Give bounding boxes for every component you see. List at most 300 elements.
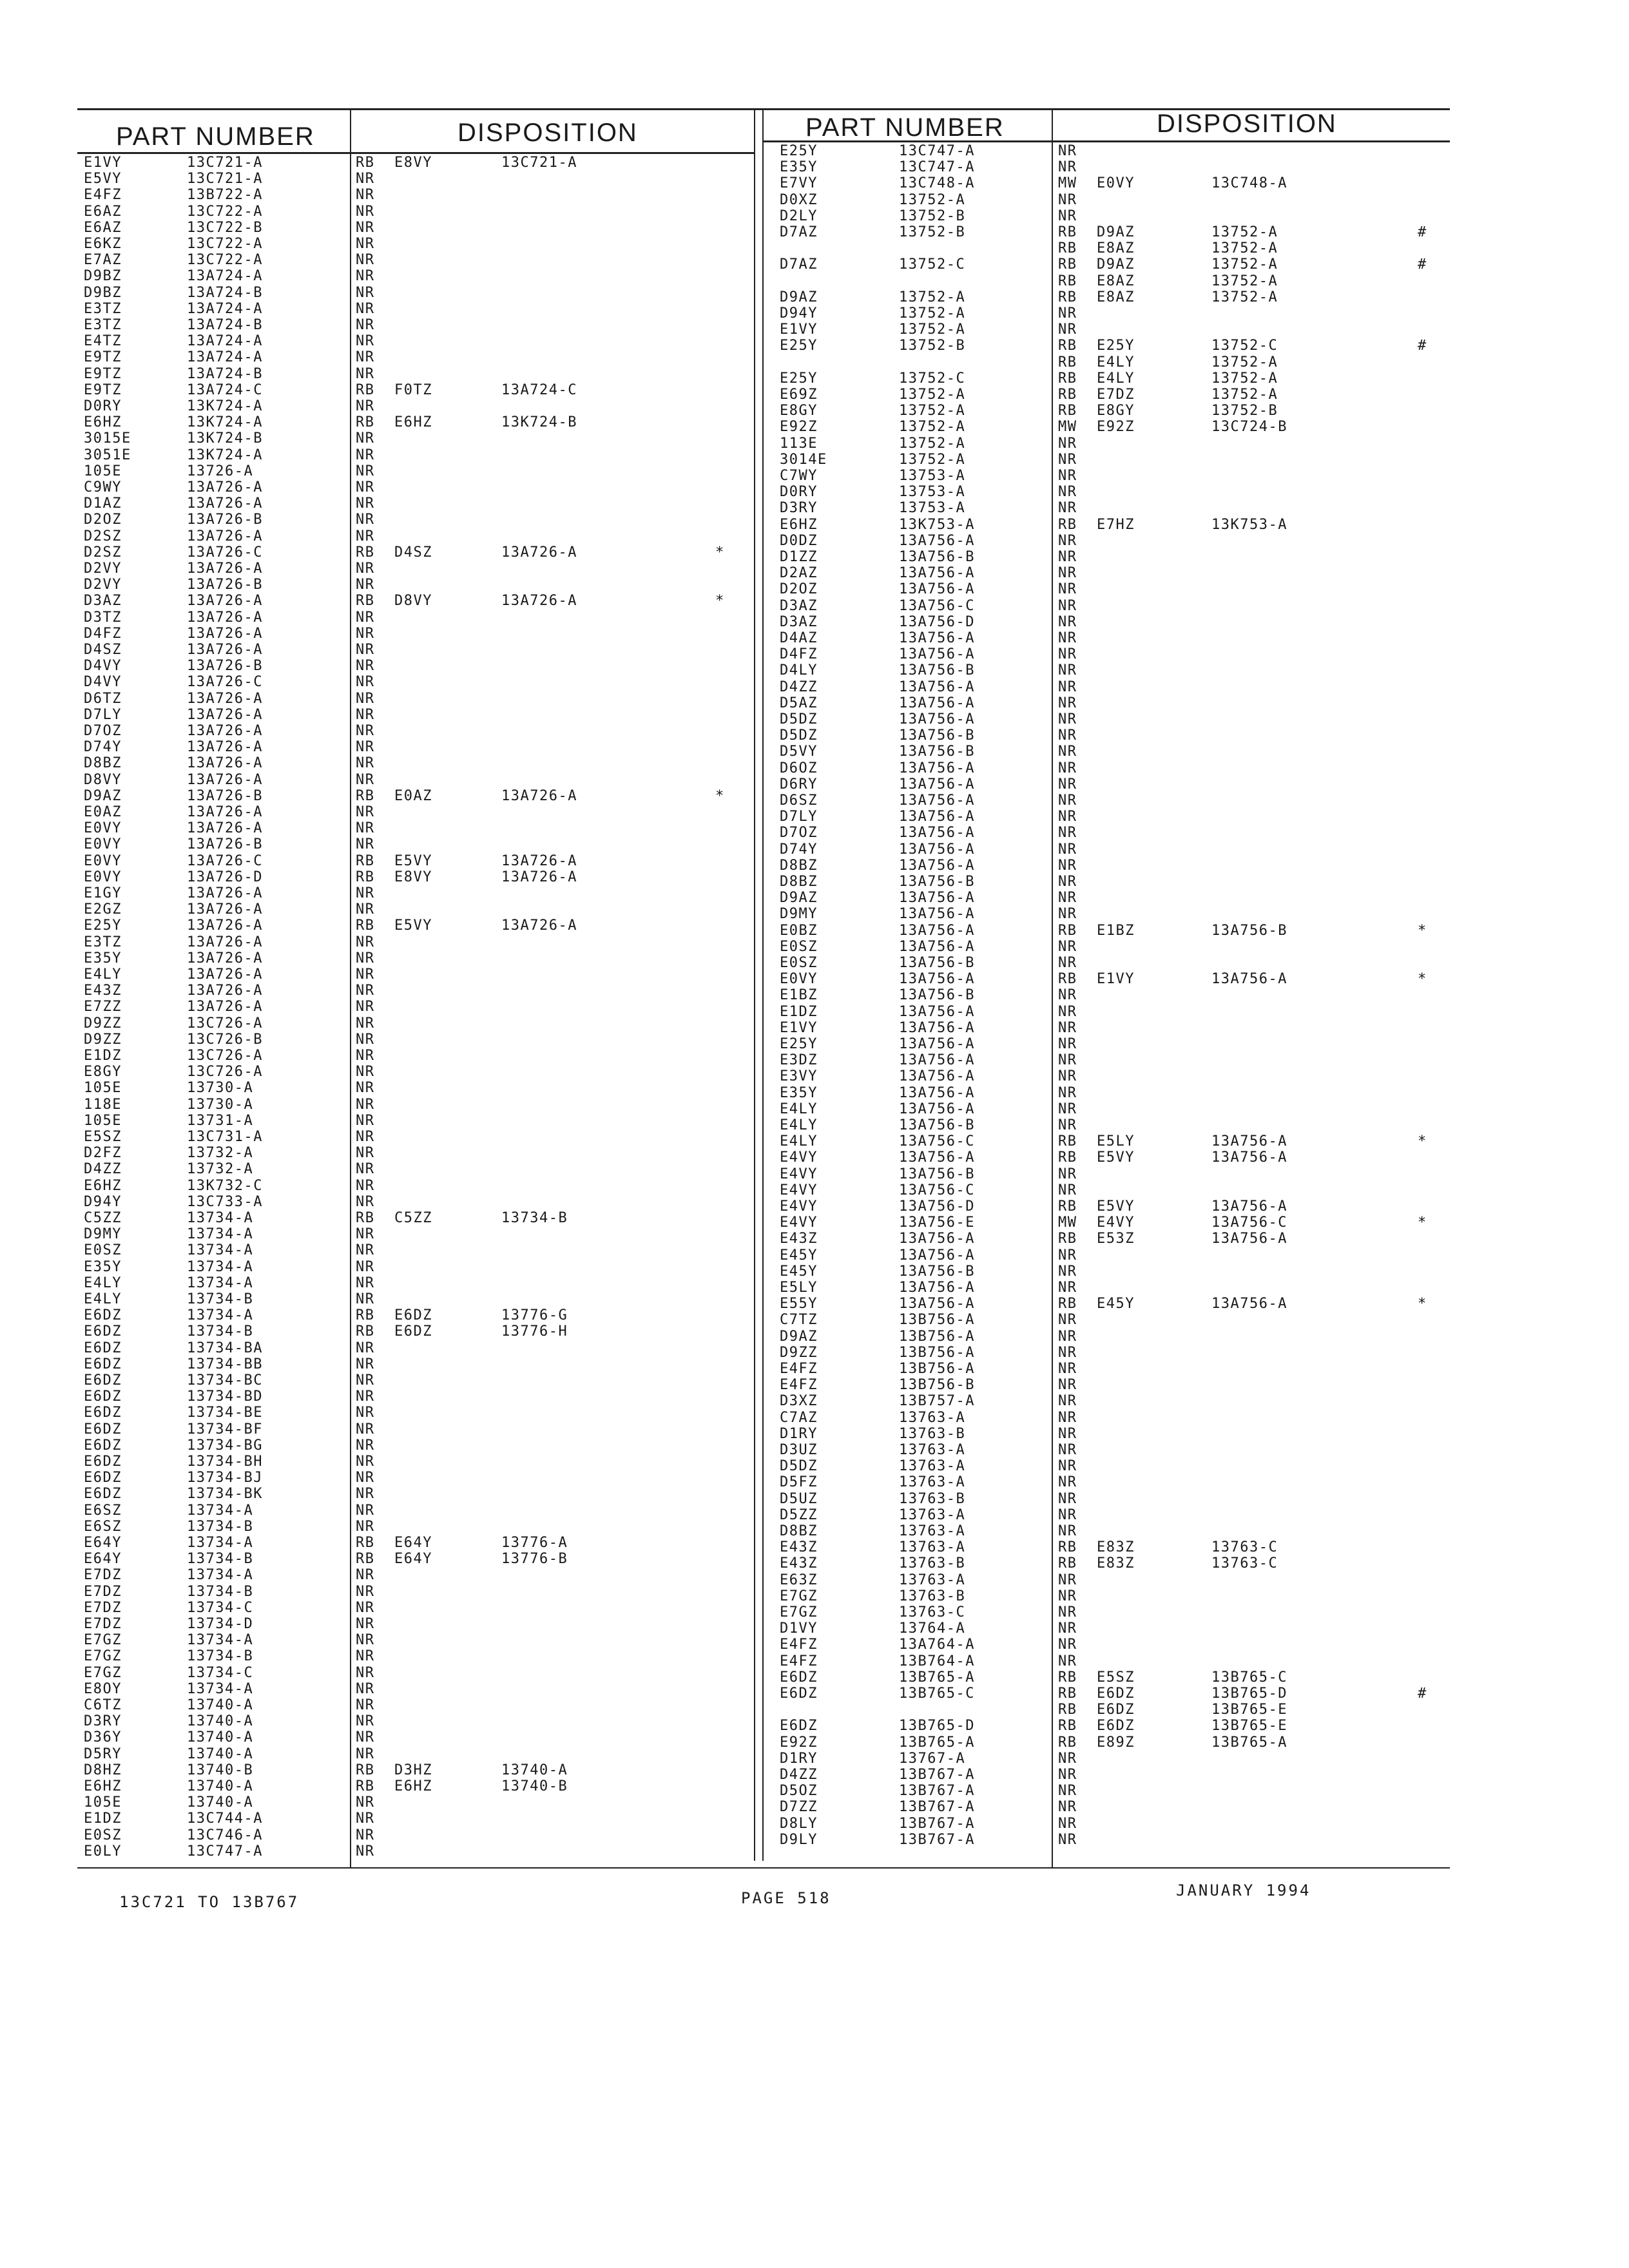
- cell-part-number: 13752-A: [899, 305, 966, 322]
- cell-code: NR: [356, 1177, 375, 1194]
- cell-part-number: 13740-A: [187, 1697, 254, 1713]
- cell-prefix: D9ZZ: [84, 1031, 122, 1048]
- cell-prefix: E4LY: [84, 966, 122, 983]
- cell-part-number: 13A756-C: [899, 597, 975, 614]
- cell-prefix: D6TZ: [84, 690, 122, 707]
- cell-prefix: 3051E: [84, 447, 131, 463]
- cell-code: RB: [356, 1210, 375, 1226]
- cell-code: RB: [1058, 273, 1077, 289]
- cell-part-number: 13734-BG: [187, 1437, 263, 1454]
- cell-part-number: 13A756-A: [899, 678, 975, 695]
- cell-code: NR: [1058, 955, 1077, 971]
- cell-part-number: 13K724-A: [187, 447, 263, 463]
- header-rule-left: [77, 152, 754, 154]
- right-disposition-header: DISPOSITION: [1157, 110, 1337, 138]
- cell-code: RB: [1058, 1231, 1077, 1247]
- cell-code: NR: [356, 463, 375, 479]
- cell-part-number: 13A756-A: [899, 793, 975, 809]
- cell-part-number: 13A756-C: [899, 1182, 975, 1198]
- cell-prefix: E6DZ: [84, 1405, 122, 1421]
- cell-part-number: 13734-BD: [187, 1389, 263, 1405]
- cell-prefix: E4LY: [84, 1274, 122, 1291]
- cell-code: NR: [356, 950, 375, 966]
- cell-prefix: E1DZ: [780, 1003, 818, 1020]
- cell-prefix: 105E: [84, 463, 122, 479]
- divider-right-part-disp: [1052, 108, 1053, 1867]
- cell-prefix: E35Y: [84, 950, 122, 966]
- cell-part-number: 13A724-C: [187, 381, 263, 398]
- cell-code: NR: [356, 1405, 375, 1421]
- cell-code: NR: [1058, 841, 1077, 858]
- cell-ref-prefix: E6DZ: [394, 1307, 432, 1324]
- cell-part-number: 13A756-B: [899, 987, 975, 1004]
- cell-code: NR: [356, 771, 375, 788]
- cell-ref-part-number: 13752-A: [1211, 387, 1278, 403]
- cell-code: NR: [1058, 825, 1077, 841]
- cell-prefix: E6AZ: [84, 219, 122, 236]
- cell-prefix: E3DZ: [780, 1052, 818, 1069]
- cell-code: NR: [1058, 857, 1077, 874]
- cell-prefix: D1ZZ: [780, 549, 818, 565]
- cell-code: NR: [356, 479, 375, 495]
- cell-code: NR: [356, 561, 375, 577]
- cell-code: NR: [1058, 1799, 1077, 1816]
- cell-prefix: 105E: [84, 1080, 122, 1097]
- cell-part-number: 13A756-A: [899, 1003, 975, 1020]
- cell-ref-part-number: 13K724-B: [501, 414, 577, 431]
- cell-part-number: 13C726-A: [187, 1048, 263, 1064]
- cell-part-number: 13740-A: [187, 1778, 254, 1794]
- cell-code: NR: [1058, 1344, 1077, 1361]
- cell-ref-prefix: F0TZ: [394, 381, 432, 398]
- cell-prefix: C7WY: [780, 468, 818, 484]
- cell-part-number: 13A726-C: [187, 852, 263, 869]
- cell-code: NR: [1058, 1084, 1077, 1101]
- cell-ref-prefix: E6DZ: [1097, 1702, 1135, 1718]
- cell-code: RB: [1058, 1718, 1077, 1735]
- cell-part-number: 13752-B: [899, 207, 966, 224]
- cell-code: NR: [1058, 1068, 1077, 1085]
- cell-part-number: 13C722-A: [187, 236, 263, 252]
- cell-prefix: E6HZ: [780, 516, 818, 533]
- cell-code: RB: [356, 593, 375, 610]
- cell-ref-part-number: 13B765-C: [1211, 1669, 1287, 1686]
- cell-part-number: 13763-C: [899, 1604, 966, 1620]
- cell-code: NR: [1058, 695, 1077, 711]
- cell-prefix: E6DZ: [780, 1686, 818, 1702]
- cell-part-number: 13A726-A: [187, 739, 263, 756]
- cell-code: NR: [1058, 581, 1077, 598]
- cell-prefix: 105E: [84, 1112, 122, 1129]
- cell-prefix: E7GZ: [780, 1604, 818, 1620]
- cell-code: NR: [356, 1242, 375, 1259]
- cell-code: RB: [1058, 387, 1077, 403]
- cell-prefix: E1DZ: [84, 1811, 122, 1827]
- cell-code: NR: [356, 723, 375, 739]
- cell-prefix: E6AZ: [84, 203, 122, 220]
- cell-prefix: D2SZ: [84, 528, 122, 544]
- cell-ref-prefix: E4LY: [1097, 354, 1135, 370]
- cell-part-number: 13A726-A: [187, 983, 263, 999]
- cell-part-number: 13A756-B: [899, 549, 975, 565]
- cell-code: NR: [356, 317, 375, 333]
- cell-part-number: 13A756-A: [899, 776, 975, 793]
- cell-code: NR: [1058, 678, 1077, 695]
- cell-prefix: E69Z: [780, 387, 818, 403]
- cell-prefix: E4VY: [780, 1166, 818, 1182]
- cell-code: RB: [1058, 922, 1077, 939]
- cell-part-number: 13A756-A: [899, 1019, 975, 1036]
- cell-prefix: E6SZ: [84, 1518, 122, 1535]
- cell-code: NR: [356, 885, 375, 901]
- cell-ref-prefix: D8VY: [394, 593, 432, 610]
- cell-prefix: E6HZ: [84, 414, 122, 431]
- cell-part-number: 13A756-A: [899, 1231, 975, 1247]
- cell-ref-prefix: E83Z: [1097, 1555, 1135, 1572]
- cell-ref-prefix: E6DZ: [1097, 1718, 1135, 1735]
- cell-mark: #: [1418, 1686, 1427, 1702]
- cell-part-number: 13A756-B: [899, 1117, 975, 1133]
- cell-prefix: E7DZ: [84, 1599, 122, 1616]
- cell-code: NR: [356, 171, 375, 187]
- cell-part-number: 13731-A: [187, 1112, 254, 1129]
- cell-prefix: D7LY: [780, 809, 818, 825]
- cell-prefix: D7AZ: [780, 256, 818, 273]
- cell-code: NR: [1058, 1328, 1077, 1345]
- cell-code: NR: [356, 1274, 375, 1291]
- cell-code: NR: [1058, 191, 1077, 208]
- cell-mark: *: [715, 593, 725, 610]
- cell-prefix: E6DZ: [84, 1372, 122, 1389]
- cell-part-number: 13734-A: [187, 1258, 254, 1275]
- cell-part-number: 13K753-A: [899, 516, 975, 533]
- cell-code: RB: [1058, 354, 1077, 370]
- cell-part-number: 13A726-B: [187, 658, 263, 675]
- cell-part-number: 13734-BE: [187, 1405, 263, 1421]
- cell-mark: *: [1418, 1215, 1427, 1231]
- cell-prefix: D2VY: [84, 561, 122, 577]
- cell-part-number: 13A726-A: [187, 642, 263, 658]
- cell-code: NR: [1058, 1506, 1077, 1523]
- cell-prefix: E6DZ: [84, 1470, 122, 1486]
- cell-ref-prefix: D3HZ: [394, 1762, 432, 1778]
- cell-part-number: 13B756-A: [899, 1361, 975, 1377]
- cell-prefix: E43Z: [780, 1539, 818, 1556]
- cell-prefix: E4VY: [780, 1198, 818, 1215]
- cell-prefix: E6HZ: [84, 1778, 122, 1794]
- cell-part-number: 13763-A: [899, 1506, 966, 1523]
- cell-ref-part-number: 13B765-D: [1211, 1686, 1287, 1702]
- cell-ref-prefix: D9AZ: [1097, 224, 1135, 240]
- cell-code: NR: [1058, 987, 1077, 1004]
- cell-prefix: E6DZ: [780, 1718, 818, 1735]
- cell-part-number: 13763-B: [899, 1555, 966, 1572]
- cell-code: NR: [356, 1096, 375, 1113]
- cell-part-number: 13A756-A: [899, 1149, 975, 1166]
- left-part-number-header: PART NUMBER: [116, 122, 315, 151]
- cell-ref-prefix: E1VY: [1097, 971, 1135, 988]
- cell-prefix: D3AZ: [84, 593, 122, 610]
- cell-prefix: D9BZ: [84, 284, 122, 301]
- cell-ref-prefix: E5VY: [394, 918, 432, 934]
- cell-part-number: 13C726-A: [187, 1064, 263, 1081]
- cell-mark: *: [1418, 1296, 1427, 1312]
- cell-code: NR: [1058, 1409, 1077, 1426]
- cell-prefix: E35Y: [780, 159, 818, 176]
- cell-code: NR: [356, 447, 375, 463]
- cell-part-number: 13734-B: [187, 1583, 254, 1600]
- cell-code: NR: [1058, 1815, 1077, 1832]
- cell-part-number: 13734-A: [187, 1274, 254, 1291]
- cell-part-number: 13A726-A: [187, 625, 263, 642]
- cell-ref-prefix: E53Z: [1097, 1231, 1135, 1247]
- cell-part-number: 13A724-A: [187, 349, 263, 366]
- cell-code: RB: [1058, 1734, 1077, 1751]
- cell-part-number: 13726-A: [187, 463, 254, 479]
- cell-part-number: 13753-A: [899, 468, 966, 484]
- cell-code: NR: [356, 1112, 375, 1129]
- cell-ref-prefix: D4SZ: [394, 544, 432, 561]
- cell-prefix: E0VY: [780, 971, 818, 988]
- cell-code: NR: [356, 1518, 375, 1535]
- cell-prefix: D3RY: [84, 1713, 122, 1730]
- cell-part-number: 13763-A: [899, 1539, 966, 1556]
- cell-part-number: 13C733-A: [187, 1193, 263, 1210]
- cell-part-number: 13A726-B: [187, 787, 263, 804]
- cell-prefix: E25Y: [84, 918, 122, 934]
- cell-part-number: 13B722-A: [187, 187, 263, 204]
- cell-part-number: 13763-B: [899, 1588, 966, 1604]
- cell-ref-part-number: 13740-A: [501, 1762, 568, 1778]
- cell-prefix: E6DZ: [84, 1486, 122, 1503]
- cell-prefix: E1VY: [780, 322, 818, 338]
- cell-part-number: 13A726-A: [187, 706, 263, 723]
- cell-code: RB: [356, 1551, 375, 1568]
- cell-code: NR: [356, 1648, 375, 1665]
- cell-prefix: D3AZ: [780, 597, 818, 614]
- cell-part-number: 13730-A: [187, 1096, 254, 1113]
- cell-prefix: D8LY: [780, 1815, 818, 1832]
- cell-prefix: E8GY: [780, 403, 818, 419]
- cell-prefix: D0RY: [780, 484, 818, 501]
- cell-prefix: E2GZ: [84, 901, 122, 918]
- cell-part-number: 13B765-D: [899, 1718, 975, 1735]
- cell-prefix: E55Y: [780, 1296, 818, 1312]
- cell-prefix: D4LY: [780, 662, 818, 679]
- cell-prefix: D9AZ: [780, 890, 818, 907]
- cell-ref-part-number: 13752-C: [1211, 338, 1278, 354]
- cell-prefix: D1VY: [780, 1620, 818, 1637]
- cell-prefix: D1AZ: [84, 495, 122, 512]
- cell-code: NR: [356, 1031, 375, 1048]
- cell-code: NR: [356, 901, 375, 918]
- cell-code: MW: [1058, 175, 1077, 192]
- cell-part-number: 13B756-A: [899, 1328, 975, 1345]
- cell-code: NR: [1058, 1767, 1077, 1783]
- cell-prefix: E0SZ: [84, 1242, 122, 1259]
- cell-ref-part-number: 13763-C: [1211, 1539, 1278, 1556]
- cell-part-number: 13A726-A: [187, 723, 263, 739]
- cell-part-number: 13752-A: [899, 191, 966, 208]
- cell-code: NR: [1058, 744, 1077, 760]
- cell-code: NR: [356, 1616, 375, 1632]
- cell-prefix: E6DZ: [84, 1307, 122, 1324]
- cell-code: NR: [356, 1454, 375, 1470]
- cell-prefix: E7ZZ: [84, 999, 122, 1015]
- cell-prefix: D6OZ: [780, 760, 818, 776]
- cell-code: NR: [356, 1486, 375, 1503]
- cell-prefix: E8OY: [84, 1680, 122, 1697]
- cell-prefix: E0VY: [84, 852, 122, 869]
- cell-prefix: E64Y: [84, 1535, 122, 1551]
- cell-prefix: D5FZ: [780, 1474, 818, 1491]
- cell-prefix: E6DZ: [84, 1340, 122, 1356]
- cell-prefix: E25Y: [780, 338, 818, 354]
- cell-part-number: 13A724-B: [187, 317, 263, 333]
- cell-code: NR: [1058, 613, 1077, 630]
- cell-code: RB: [356, 1307, 375, 1324]
- cell-prefix: E43Z: [780, 1231, 818, 1247]
- cell-part-number: 13763-B: [899, 1490, 966, 1507]
- cell-code: NR: [356, 577, 375, 593]
- cell-code: RB: [1058, 516, 1077, 533]
- cell-code: NR: [1058, 1247, 1077, 1264]
- cell-ref-prefix: E8VY: [394, 869, 432, 885]
- cell-part-number: 13A726-A: [187, 918, 263, 934]
- cell-prefix: E5SZ: [84, 1129, 122, 1145]
- cell-ref-part-number: 13A724-C: [501, 381, 577, 398]
- cell-part-number: 13A726-A: [187, 999, 263, 1015]
- cell-prefix: D5UZ: [780, 1490, 818, 1507]
- cell-prefix: D0XZ: [780, 191, 818, 208]
- cell-code: NR: [356, 252, 375, 269]
- cell-part-number: 13740-A: [187, 1729, 254, 1746]
- cell-prefix: D36Y: [84, 1729, 122, 1746]
- cell-prefix: E4LY: [780, 1117, 818, 1133]
- cell-code: RB: [1058, 1669, 1077, 1686]
- cell-prefix: D5ZZ: [780, 1506, 818, 1523]
- cell-ref-part-number: 13A726-A: [501, 852, 577, 869]
- cell-prefix: E3TZ: [84, 317, 122, 333]
- cell-code: NR: [1058, 549, 1077, 565]
- cell-ref-prefix: E8VY: [394, 155, 432, 171]
- cell-prefix: E4FZ: [780, 1637, 818, 1653]
- cell-code: RB: [1058, 1133, 1077, 1150]
- cell-part-number: 13763-A: [899, 1523, 966, 1539]
- left-disposition-header: DISPOSITION: [458, 119, 638, 147]
- cell-part-number: 13B757-A: [899, 1393, 975, 1410]
- cell-ref-part-number: 13752-A: [1211, 256, 1278, 273]
- cell-part-number: 13A756-A: [899, 1052, 975, 1069]
- cell-prefix: D6RY: [780, 776, 818, 793]
- cell-code: NR: [1058, 1571, 1077, 1588]
- cell-part-number: 13752-C: [899, 370, 966, 387]
- cell-prefix: E43Z: [780, 1555, 818, 1572]
- cell-code: RB: [1058, 971, 1077, 988]
- cell-ref-prefix: E1BZ: [1097, 922, 1135, 939]
- cell-ref-part-number: 13C721-A: [501, 155, 577, 171]
- cell-prefix: E4FZ: [780, 1361, 818, 1377]
- cell-code: NR: [1058, 1377, 1077, 1394]
- cell-code: NR: [356, 1421, 375, 1437]
- cell-code: NR: [356, 1729, 375, 1746]
- cell-part-number: 13B767-A: [899, 1831, 975, 1848]
- cell-code: RB: [1058, 1198, 1077, 1215]
- cell-prefix: E3TZ: [84, 300, 122, 317]
- cell-code: NR: [1058, 1280, 1077, 1296]
- cell-ref-part-number: 13776-A: [501, 1535, 568, 1551]
- cell-ref-part-number: 13752-A: [1211, 289, 1278, 305]
- cell-prefix: E0LY: [84, 1843, 122, 1860]
- cell-prefix: E0VY: [84, 820, 122, 837]
- cell-part-number: 13763-A: [899, 1409, 966, 1426]
- cell-code: NR: [356, 1226, 375, 1243]
- cell-code: NR: [1058, 1052, 1077, 1069]
- cell-part-number: 13A756-A: [899, 630, 975, 646]
- cell-prefix: E6DZ: [84, 1437, 122, 1454]
- cell-code: NR: [356, 528, 375, 544]
- cell-part-number: 13752-A: [899, 387, 966, 403]
- cell-prefix: D4ZZ: [780, 1767, 818, 1783]
- cell-ref-part-number: 13A756-A: [1211, 1133, 1287, 1150]
- cell-part-number: 13A756-B: [899, 727, 975, 744]
- cell-ref-prefix: E6HZ: [394, 1778, 432, 1794]
- cell-prefix: C9WY: [84, 479, 122, 495]
- cell-prefix: E7AZ: [84, 252, 122, 269]
- cell-code: NR: [356, 706, 375, 723]
- cell-prefix: D5DZ: [780, 727, 818, 744]
- cell-prefix: E6KZ: [84, 236, 122, 252]
- cell-code: NR: [1058, 776, 1077, 793]
- cell-code: NR: [1058, 1604, 1077, 1620]
- cell-prefix: E35Y: [84, 1258, 122, 1275]
- cell-ref-part-number: 13A756-A: [1211, 1198, 1287, 1215]
- cell-prefix: E1VY: [780, 1019, 818, 1036]
- cell-part-number: 13763-A: [899, 1442, 966, 1458]
- cell-ref-prefix: E8AZ: [1097, 240, 1135, 257]
- cell-code: NR: [1058, 532, 1077, 549]
- cell-part-number: 13A756-E: [899, 1215, 975, 1231]
- cell-prefix: E4FZ: [780, 1653, 818, 1669]
- cell-prefix: E1BZ: [780, 987, 818, 1004]
- cell-prefix: 113E: [780, 435, 818, 452]
- cell-part-number: 13A756-A: [899, 938, 975, 955]
- cell-code: NR: [356, 1680, 375, 1697]
- cell-ref-prefix: E5VY: [1097, 1149, 1135, 1166]
- cell-prefix: E7GZ: [84, 1664, 122, 1681]
- cell-prefix: D7LY: [84, 706, 122, 723]
- cell-part-number: 13A726-A: [187, 934, 263, 950]
- cell-code: RB: [356, 155, 375, 171]
- cell-ref-prefix: E5SZ: [1097, 1669, 1135, 1686]
- cell-part-number: 13C746-A: [187, 1827, 263, 1843]
- cell-part-number: 13734-BJ: [187, 1470, 263, 1486]
- cell-code: NR: [356, 739, 375, 756]
- cell-prefix: E0VY: [84, 836, 122, 853]
- cell-part-number: 13764-A: [899, 1620, 966, 1637]
- cell-code: NR: [356, 1291, 375, 1307]
- cell-code: NR: [356, 1161, 375, 1178]
- cell-prefix: D3UZ: [780, 1442, 818, 1458]
- cell-ref-part-number: 13752-A: [1211, 354, 1278, 370]
- cell-part-number: 13A756-A: [899, 1100, 975, 1117]
- cell-code: RB: [1058, 403, 1077, 419]
- cell-prefix: E1DZ: [84, 1048, 122, 1064]
- cell-part-number: 13A756-A: [899, 841, 975, 858]
- cell-ref-part-number: 13776-G: [501, 1307, 568, 1324]
- cell-part-number: 13C747-A: [899, 143, 975, 159]
- cell-code: RB: [1058, 338, 1077, 354]
